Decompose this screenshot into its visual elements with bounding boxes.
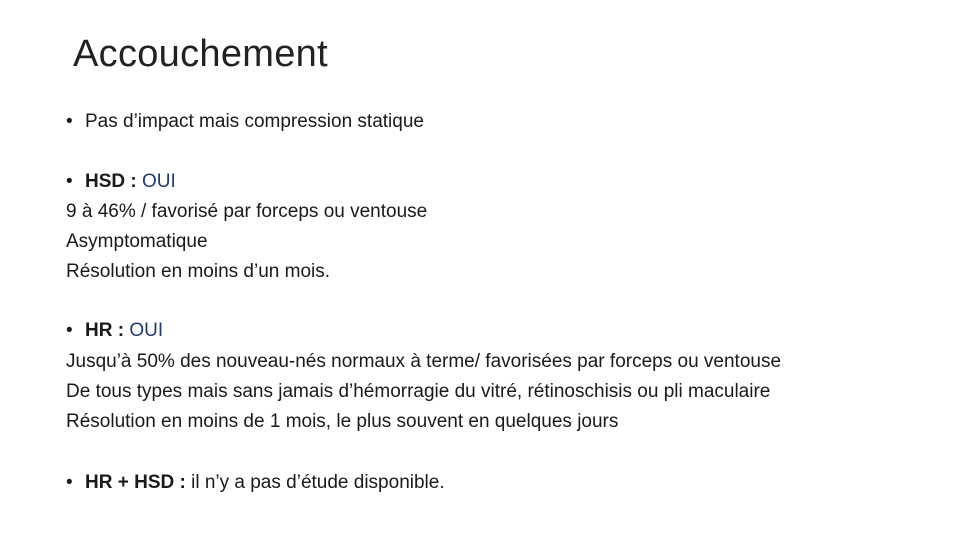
hsd-line-1: 9 à 46% / favorisé par forceps ou ventouse [66, 201, 428, 222]
hr-line-2: De tous types mais sans jamais d’hémorragie du vitré, rétinoschisis ou pli maculaire [66, 381, 771, 402]
hsd-value: OUI [142, 171, 176, 192]
hsd-label: HSD : [85, 171, 137, 192]
hsd-line-3: Résolution en moins d’un mois. [66, 261, 331, 282]
hr-hsd-label: HR + HSD : [85, 472, 186, 493]
bullet-glyph: • [66, 111, 73, 132]
hr-line-3: Résolution en moins de 1 mois, le plus souvent en quelques jours [66, 411, 619, 432]
bullet-glyph: • [66, 472, 73, 493]
bullet-item-hr-hsd [66, 471, 445, 495]
hr-label: HR : [85, 320, 125, 341]
bullet-glyph: • [66, 171, 73, 192]
bullet-item-hsd [66, 170, 176, 194]
hsd-line-2: Asymptomatique [66, 231, 208, 252]
bullet-item-hr [66, 319, 163, 343]
slide-title: Accouchement [73, 33, 328, 75]
bullet-glyph: • [66, 320, 73, 341]
hr-line-1: Jusqu’à 50% des nouveau-nés normaux à terme/ favorisées par forceps ou ventouse [66, 351, 782, 372]
hr-hsd-text: il n’y a pas d’étude disponible. [191, 472, 445, 493]
impact-text: Pas d’impact mais compression statique [85, 111, 424, 132]
bullet-item-impact [66, 110, 424, 134]
hr-value: OUI [129, 320, 164, 341]
